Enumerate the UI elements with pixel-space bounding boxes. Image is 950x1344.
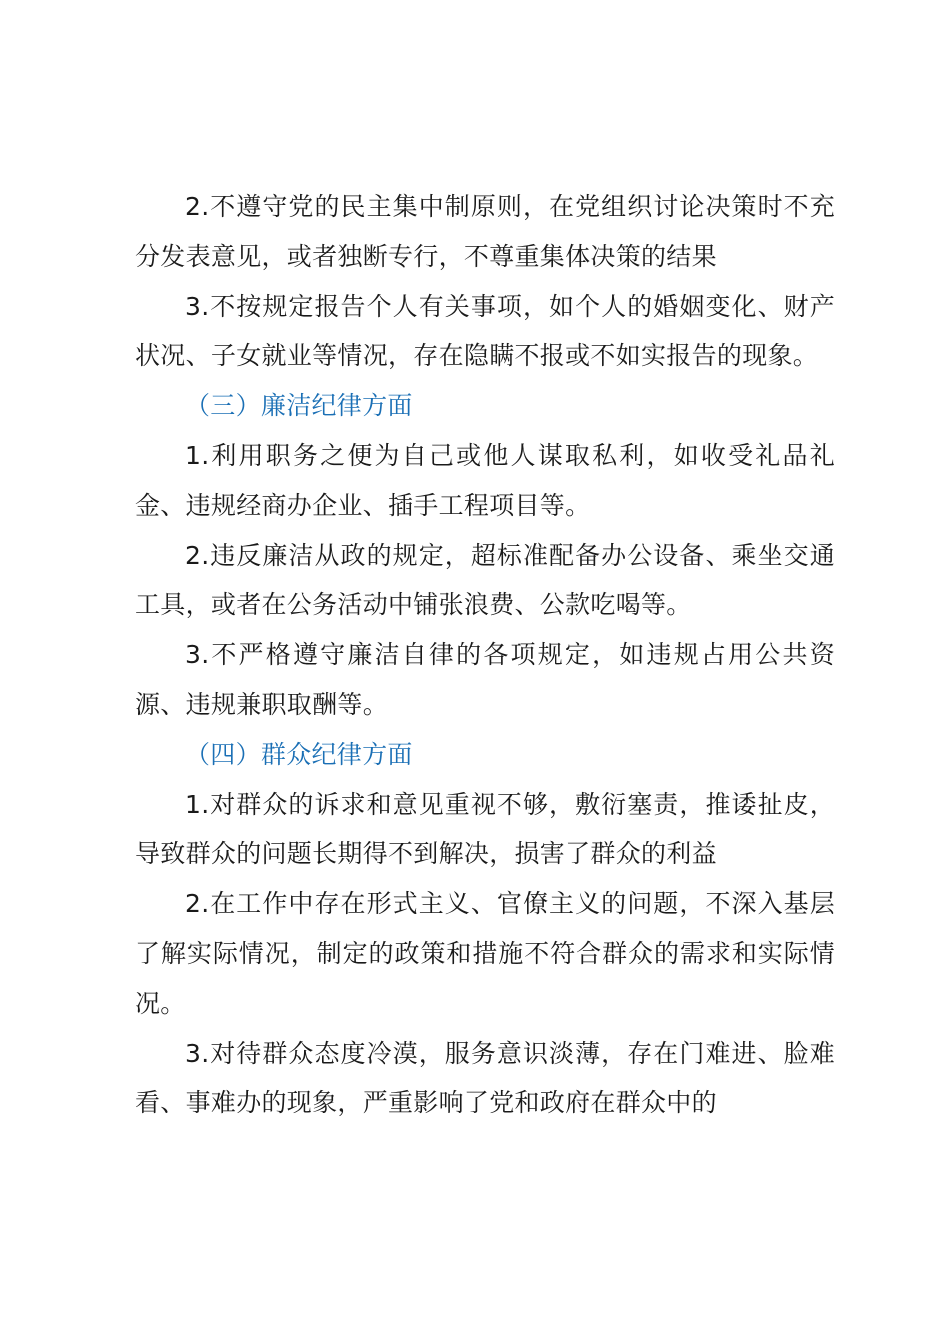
paragraph-mass-discipline-3: 3.对待群众态度冷漠，服务意识淡薄，存在门难进、脸难看、事难办的现象，严重影响了党和政府在群众中的	[135, 1038, 835, 1118]
paragraph-political-discipline-2: 2.不遵守党的民主集中制原则，在党组织讨论决策时不充分发表意见，或者独断专行，不尊重集体决策的结果	[135, 192, 835, 271]
paragraph-integrity-discipline-2: 2.违反廉洁从政的规定，超标准配备办公设备、乘坐交通工具，或者在公务活动中铺张浪费、公款吃喝等。	[135, 540, 835, 620]
paragraph-mass-discipline-2: 2.在工作中存在形式主义、官僚主义的问题，不深入基层了解实际情况，制定的政策和措施不符合群众的需求和实际情况。	[135, 889, 835, 1018]
paragraph-integrity-discipline-1: 1.利用职务之便为自己或他人谋取私利，如收受礼品礼金、违规经商办企业、插手工程项目等。	[135, 440, 835, 520]
section-heading-mass-discipline: （四）群众纪律方面	[185, 739, 413, 769]
paragraph-integrity-discipline-3: 3.不严格遵守廉洁自律的各项规定，如违规占用公共资源、违规兼职取酬等。	[135, 640, 835, 719]
section-heading-integrity-discipline: （三）廉洁纪律方面	[185, 391, 413, 421]
paragraph-mass-discipline-1: 1.对群众的诉求和意见重视不够，敷衍塞责，推诿扯皮，导致群众的问题长期得不到解决，损害了群众的利益	[135, 789, 835, 869]
document-body	[135, 182, 835, 1128]
paragraph-political-discipline-3: 3.不按规定报告个人有关事项，如个人的婚姻变化、财产状况、子女就业等情况，存在隐瞒不报或不如实报告的现象。	[135, 291, 835, 371]
